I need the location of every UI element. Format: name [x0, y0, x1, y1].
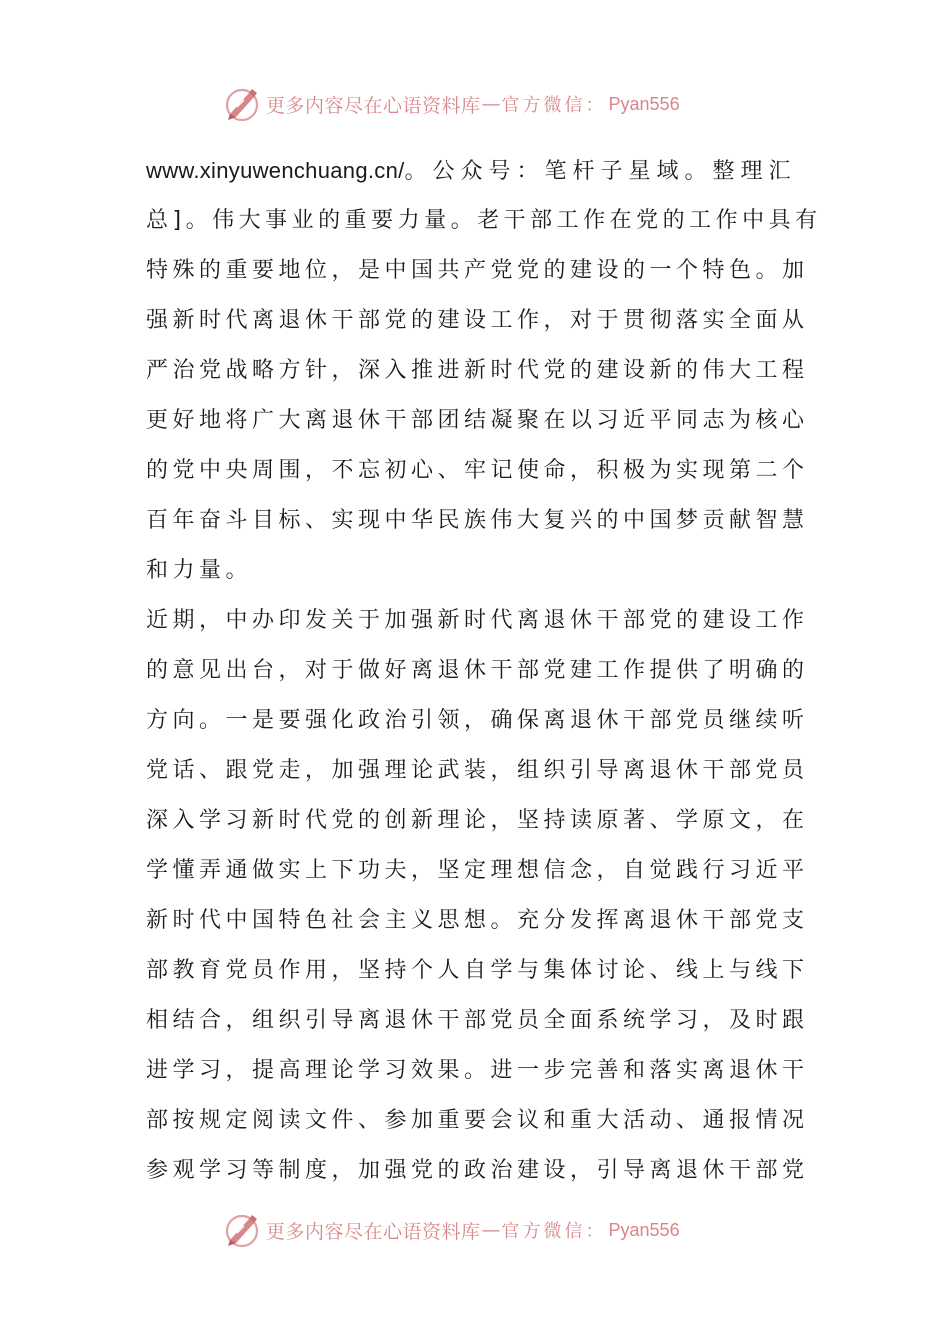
pen-logo-icon [222, 84, 262, 124]
text-line: 进学习，提高理论学习效果。进一步完善和落实离退休干 [146, 1058, 809, 1083]
text-line: 方向。一是要强化政治引领，确保离退休干部党员继续听 [146, 708, 809, 733]
text-line: 部教育党员作用，坚持个人自学与集体讨论、线上与线下 [146, 958, 809, 983]
banner-separator: — [481, 1219, 501, 1241]
website-link[interactable]: www.xinyuwenchuang.cn/ [146, 158, 405, 183]
banner-main-text: 更多内容尽在心语资料库 [266, 94, 481, 117]
banner-wechat-label: 官方微信： [501, 95, 607, 116]
banner-main-text: 更多内容尽在心语资料库 [266, 1220, 481, 1243]
text-line: 的意见出台，对于做好离退休干部党建工作提供了明确的 [146, 658, 809, 683]
line-text: 。公众号：笔杆子星域。整理汇 [404, 159, 797, 184]
text-line: 新时代中国特色社会主义思想。充分发挥离退休干部党支 [146, 908, 809, 933]
banner-separator: — [481, 93, 501, 115]
text-line: 强新时代离退休干部党的建设工作，对于贯彻落实全面从 [146, 308, 809, 333]
text-line [146, 146, 806, 196]
text-line: 学懂弄通做实上下功夫，坚定理想信念，自觉践行习近平 [146, 858, 809, 883]
banner-wechat-id: Pyan556 [608, 93, 680, 114]
header-banner [222, 82, 742, 126]
text-line: 近期，中办印发关于加强新时代离退休干部党的建设工作 [146, 608, 809, 633]
banner-wechat-label: 官方微信： [501, 1221, 607, 1242]
text-line: 参观学习等制度，加强党的政治建设，引导离退休干部党 [146, 1158, 809, 1183]
text-line: 总]。伟大事业的重要力量。老干部工作在党的工作中具有 [146, 208, 822, 233]
pen-logo-icon [222, 1210, 262, 1250]
text-line: 深入学习新时代党的创新理论，坚持读原著、学原文，在 [146, 808, 809, 833]
text-line: 相结合，组织引导离退休干部党员全面系统学习，及时跟 [146, 1008, 809, 1033]
banner-wechat-id: Pyan556 [608, 1219, 680, 1240]
text-line: 特殊的重要地位，是中国共产党党的建设的一个特色。加 [146, 258, 809, 283]
text-line: 更好地将广大离退休干部团结凝聚在以习近平同志为核心 [146, 408, 809, 433]
text-line: 的党中央周围，不忘初心、牢记使命，积极为实现第二个 [146, 458, 809, 483]
text-line: 百年奋斗目标、实现中华民族伟大复兴的中国梦贡献智慧 [146, 508, 809, 533]
text-line: 党话、跟党走，加强理论武装，组织引导离退休干部党员 [146, 758, 809, 783]
footer-banner [222, 1208, 742, 1252]
text-line: 严治党战略方针，深入推进新时代党的建设新的伟大工程 [146, 358, 809, 383]
text-line: 部按规定阅读文件、参加重要会议和重大活动、通报情况 [146, 1108, 809, 1133]
document-body [146, 146, 822, 1196]
text-line: 和力量。 [146, 558, 253, 583]
